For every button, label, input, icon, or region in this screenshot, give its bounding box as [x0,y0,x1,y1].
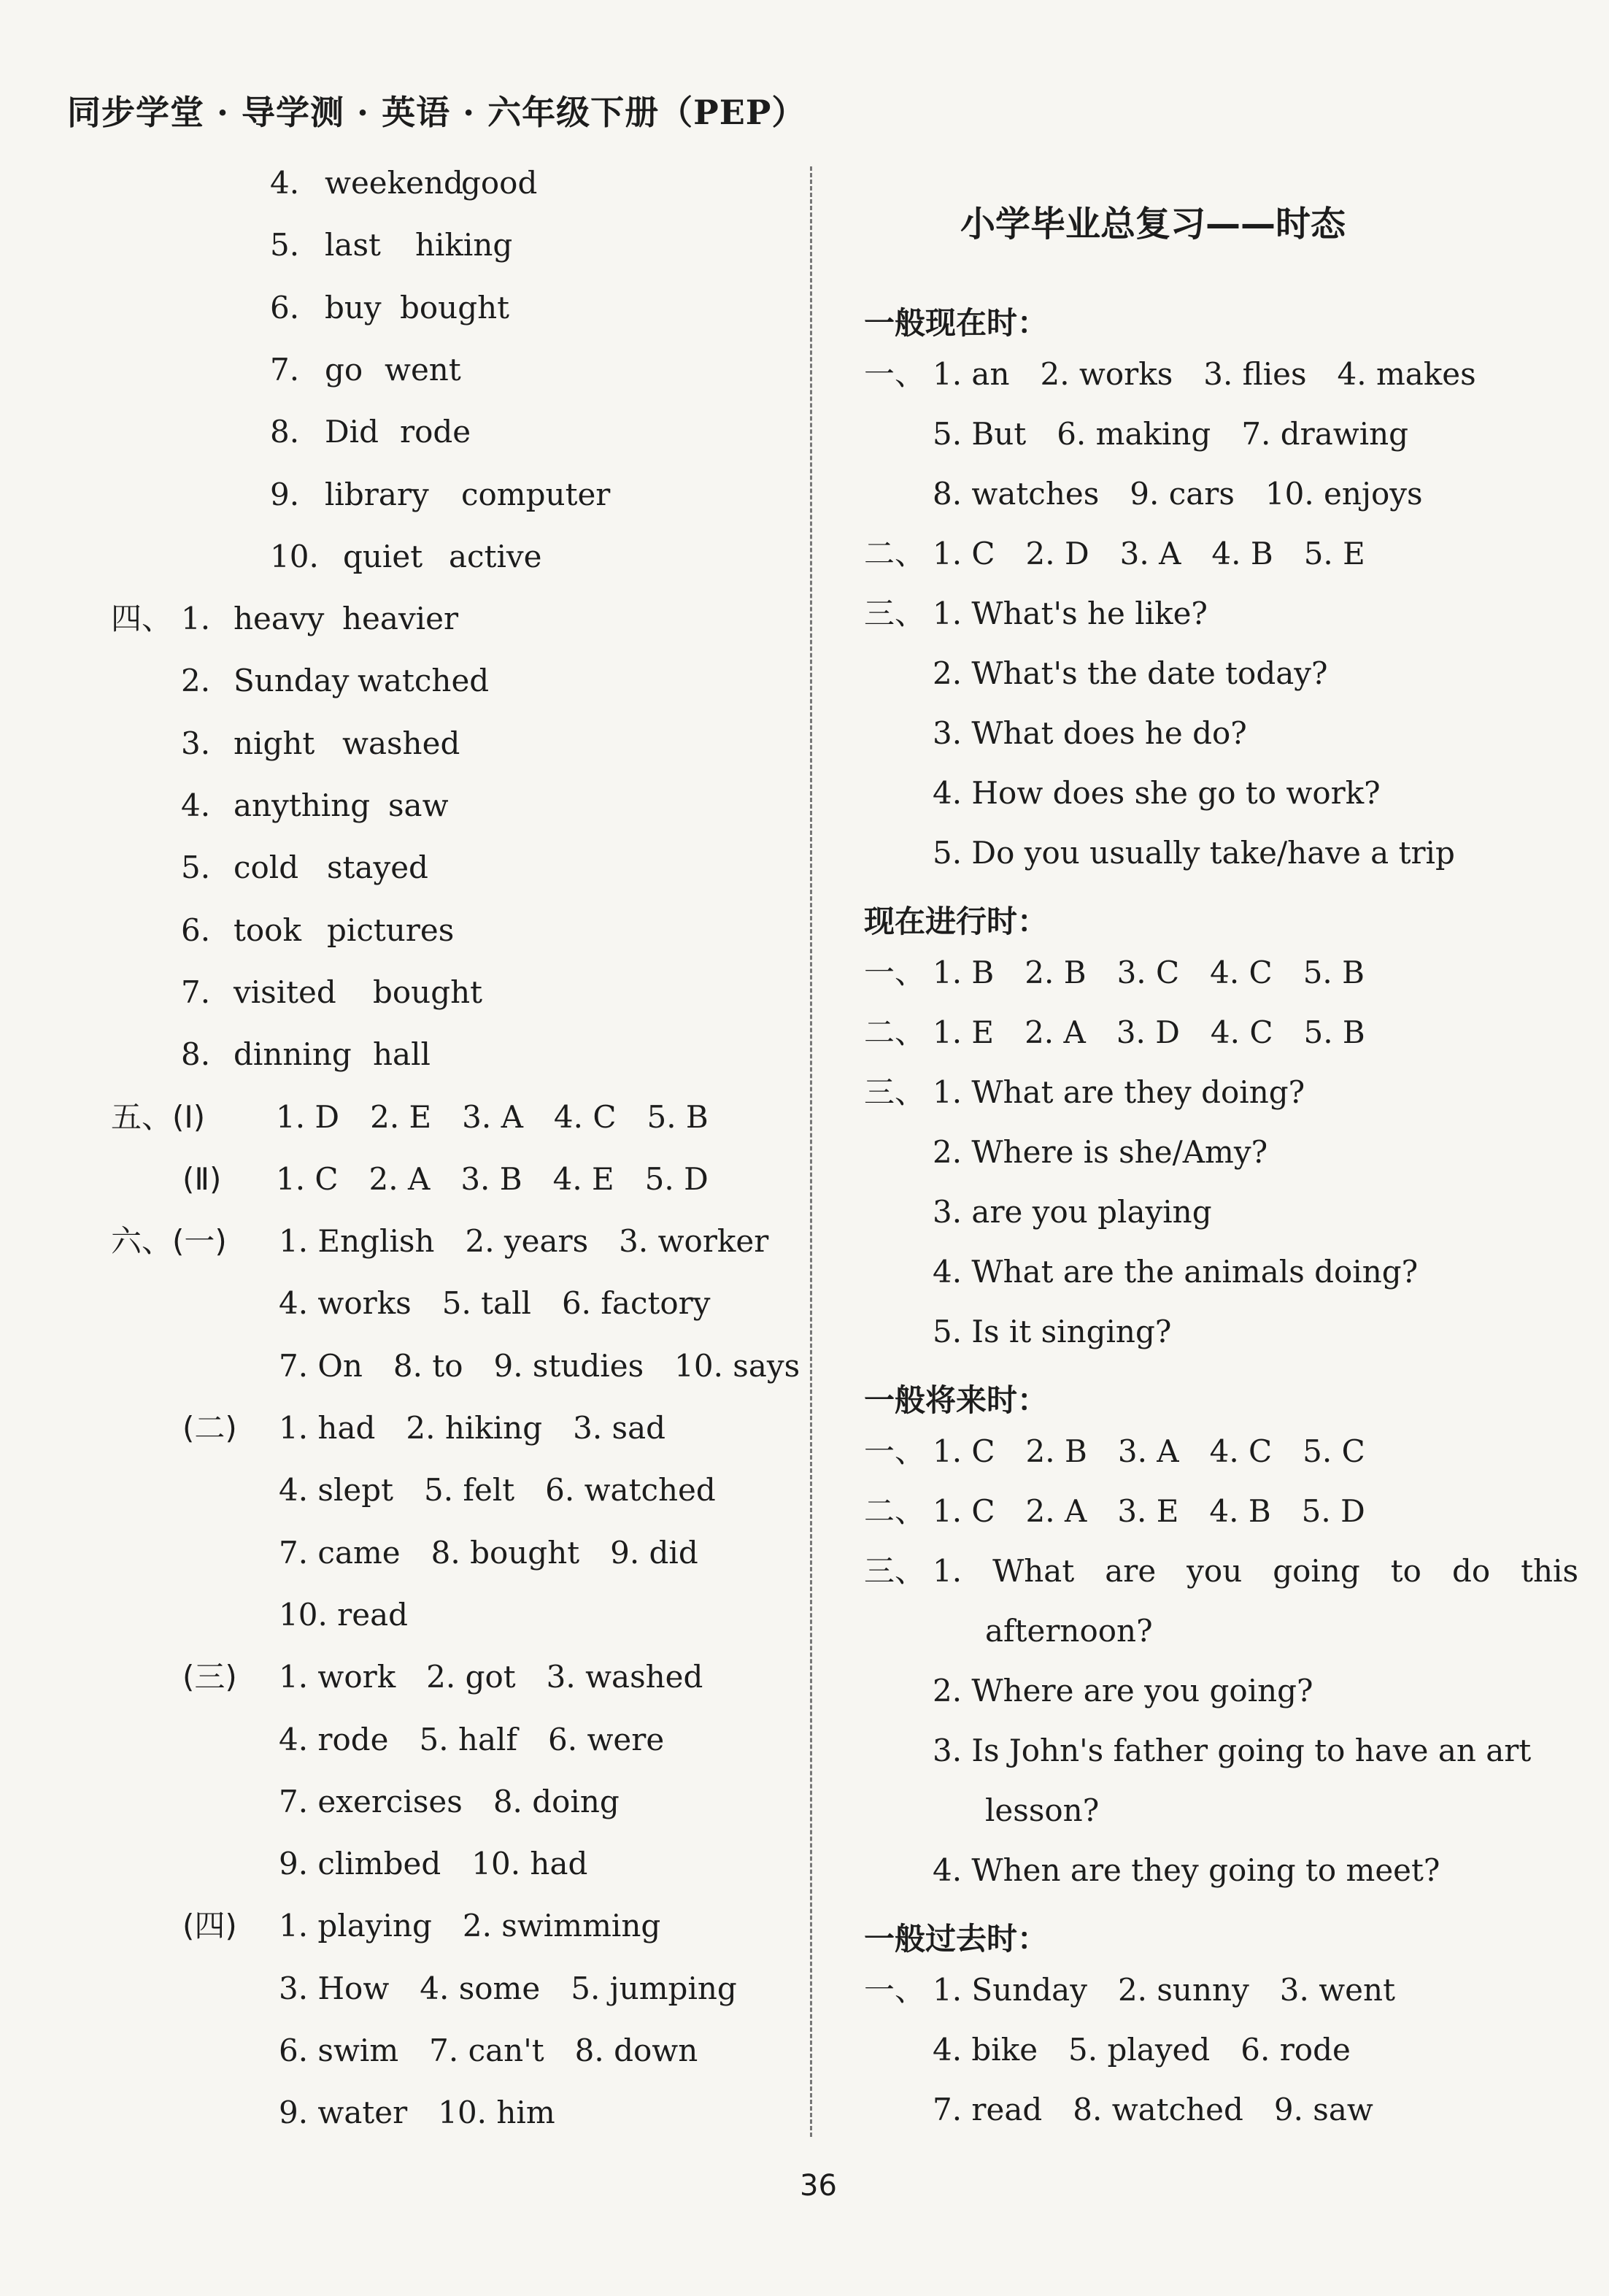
answer-line: 9. water 10. him [279,2095,555,2131]
answer-word: dinning [234,1036,352,1073]
answer-line: 4. works 5. tall 6. factory [279,1285,711,1322]
part-label: 二、 [864,536,926,571]
part-label: 四、 [111,601,173,637]
answer-line: 1. What are you going to do this [933,1553,1579,1589]
part-label: 二、 [864,1493,926,1529]
answer-word: go [325,351,363,388]
answer-line: 4. rode 5. half 6. were [279,1721,665,1757]
answer-line: 1. Sunday 2. sunny 3. went [933,1972,1395,2008]
part-label: (Ⅱ) [182,1160,222,1197]
answer-line: 1. C 2. D 3. A 4. B 5. E [933,536,1365,571]
answer-word: buy [325,289,382,325]
answer-line: 5. Is it singing? [933,1314,1172,1349]
part-label: 二、 [864,1014,926,1050]
answer-line: 10. [270,538,319,574]
answer-line: 9. [270,476,300,512]
answer-line: 2. Where is she/Amy? [933,1134,1268,1170]
answer-line: 3. What does he do? [933,715,1247,751]
part-label: 一、 [864,1433,926,1469]
answer-word: computer [461,476,611,512]
answer-line: 8. [270,414,300,450]
part-label: 三、 [864,1553,926,1589]
answer-line: 3. [181,725,211,761]
answer-word: hiking [415,227,513,263]
part-label: 三、 [864,596,926,631]
answer-word: heavier [342,601,459,637]
answer-word: last [325,227,381,263]
answer-line: 1. What's he like? [933,596,1208,631]
answer-line: 5. Do you usually take/have a trip [933,835,1455,871]
answer-word: bought [373,974,483,1010]
answer-word: washed [342,725,460,761]
answer-word: good [461,165,538,201]
answer-line: 1. playing 2. swimming [279,1908,661,1944]
answer-line: afternoon? [985,1613,1153,1649]
answer-word: quiet [343,538,423,574]
section-heading: 一般现在时： [864,305,1049,341]
answer-word: watched [358,663,490,699]
page-header-title: 同步学堂 · 导学测 · 英语 · 六年级下册（PEP） [67,93,806,132]
answer-word: cold [234,850,299,886]
answer-word: anything [234,787,371,823]
answer-line: 6. [181,912,211,948]
answer-word: hall [373,1036,431,1073]
answer-line: 7. read 8. watched 9. saw [933,2092,1373,2127]
answer-word: stayed [327,850,428,886]
part-label: 三、 [864,1074,926,1110]
section-heading: 一般将来时： [864,1382,1049,1418]
answer-word: visited [234,974,336,1010]
part-label: 六、(一) [111,1223,227,1260]
part-label: 五、(Ⅰ) [111,1098,206,1135]
answer-line: lesson? [985,1792,1100,1828]
answer-line: 1. C 2. A 3. E 4. B 5. D [933,1493,1365,1529]
answer-word: went [385,351,461,388]
part-label: (四) [182,1908,237,1944]
answer-line: 4. bike 5. played 6. rode [933,2032,1351,2068]
answer-line: 1. C 2. A 3. B 4. E 5. D [276,1160,709,1197]
answer-line: 9. climbed 10. had [279,1846,588,1882]
answer-line: 3. Is John's father going to have an art [933,1733,1532,1768]
answer-line: 1. D 2. E 3. A 4. C 5. B [276,1098,709,1135]
answer-line: 5. But 6. making 7. drawing [933,416,1409,452]
page-number: 36 [800,2169,837,2203]
section-title: 小学毕业总复习——时态 [960,204,1346,244]
answer-word: night [234,725,315,761]
answer-line: 1. B 2. B 3. C 4. C 5. B [933,955,1365,990]
answer-line: 7. came 8. bought 9. did [279,1534,698,1571]
section-heading: 现在进行时： [864,904,1049,939]
answer-line: 1. What are they doing? [933,1074,1305,1110]
answer-line: 4. [181,787,211,823]
answer-line: 4. slept 5. felt 6. watched [279,1472,716,1509]
answer-line: 4. [270,165,300,201]
answer-word: library [325,476,429,512]
answer-word: heavy [234,601,325,637]
answer-line: 6. [270,289,300,325]
answer-line: 5. [181,850,211,886]
answer-line: 1. English 2. years 3. worker [279,1223,769,1260]
answer-line: 1. E 2. A 3. D 4. C 5. B [933,1014,1365,1050]
answer-line: 8. [181,1036,211,1073]
answer-line: 3. How 4. some 5. jumping [279,1970,737,2006]
answer-line: 1. C 2. B 3. A 4. C 5. C [933,1433,1365,1469]
part-label: 一、 [864,955,926,990]
answer-word: active [449,538,542,574]
answer-word: pictures [327,912,455,948]
answer-word: Did [325,414,379,450]
column-divider [810,166,812,2137]
answer-line: 4. When are they going to meet? [933,1852,1440,1888]
answer-line: 7. [270,351,300,388]
answer-line: 1. work 2. got 3. washed [279,1659,703,1695]
answer-word: saw [388,787,449,823]
part-label: 一、 [864,356,926,392]
answer-line: 2. Where are you going? [933,1673,1313,1708]
part-label: 一、 [864,1972,926,2008]
answer-line: 6. swim 7. can't 8. down [279,2033,698,2068]
answer-line: 5. [270,227,300,263]
answer-line: 4. What are the animals doing? [933,1254,1419,1290]
answer-line: 4. How does she go to work? [933,775,1381,811]
answer-line: 7. [181,974,211,1010]
answer-word: Sunday [234,663,350,699]
part-label: (二) [182,1410,237,1446]
answer-line: 2. [181,663,211,699]
answer-word: took [234,912,301,948]
part-label: (三) [182,1659,237,1695]
answer-line: 7. exercises 8. doing [279,1783,620,1819]
answer-word: rode [400,414,471,450]
answer-line: 1. had 2. hiking 3. sad [279,1410,666,1446]
answer-line: 8. watches 9. cars 10. enjoys [933,476,1423,512]
answer-line: 7. On 8. to 9. studies 10. says [279,1347,800,1384]
answer-line: 10. read [279,1596,409,1633]
section-heading: 一般过去时： [864,1921,1049,1957]
answer-line: 1. [181,601,211,637]
answer-word: bought [400,289,510,325]
answer-word: weekend [325,165,463,201]
answer-line: 3. are you playing [933,1194,1212,1230]
answer-line: 2. What's the date today? [933,655,1328,691]
answer-line: 1. an 2. works 3. flies 4. makes [933,356,1476,392]
